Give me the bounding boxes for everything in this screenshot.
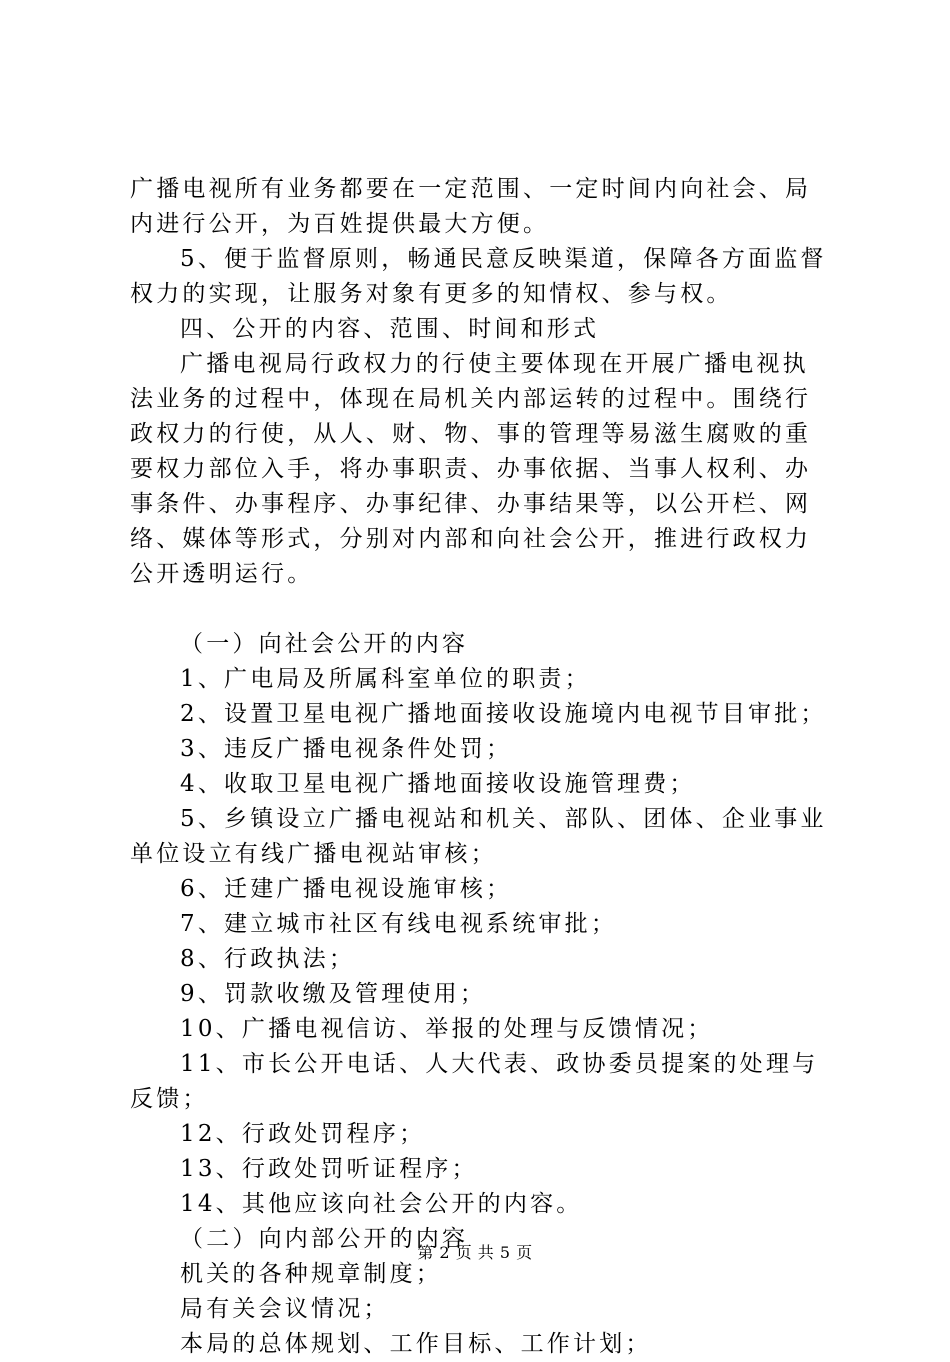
paragraph-section-4-intro: 广播电视局行政权力的行使主要体现在开展广播电视执法业务的过程中，体现在局机关内部运转的过程中。围绕行政权力的行使，从人、财、物、事的管理等易滋生腐败的重要权力部位入手，将办事职责、办事依据、当事人权利、办事条件、办事程序、办事纪律、办事结果等，以公开栏、网络、媒体等形式，分别对内部和向社会公开，推进行政权力公开透明运行。 [130, 351, 812, 587]
list-item: 13、行政处罚听证程序； [180, 1156, 478, 1182]
list-item: 9、罚款收缴及管理使用； [180, 981, 487, 1007]
list-item: 5、乡镇设立广播电视站和机关、部队、团体、企业事业单位设立有线广播电视站审核； [130, 806, 827, 867]
subsection-heading-1: （一）向社会公开的内容 [180, 631, 469, 657]
list-item: 机关的各种规章制度； [180, 1261, 442, 1287]
document-body [130, 172, 830, 1362]
list-item: 4、收取卫星电视广播地面接收设施管理费； [180, 771, 696, 797]
list-item: 7、建立城市社区有线电视系统审批； [180, 911, 618, 937]
list-item: 8、行政执法； [180, 946, 356, 972]
list-item: 2、设置卫星电视广播地面接收设施境内电视节目审批； [180, 701, 827, 727]
list-item: 10、广播电视信访、举报的处理与反馈情况； [180, 1016, 714, 1042]
page-number-label: 第 2 页 共 5 页 [417, 1243, 533, 1262]
paragraph-principle-5: 5、便于监督原则，畅通民意反映渠道，保障各方面监督权力的实现，让服务对象有更多的知情权、参与权。 [130, 246, 827, 307]
subsection-heading-2: （二）向内部公开的内容 [180, 1226, 469, 1252]
section-heading-4: 四、公开的内容、范围、时间和形式 [180, 316, 600, 342]
list-item: 14、其他应该向社会公开的内容。 [180, 1191, 583, 1217]
list-item: 1、广电局及所属科室单位的职责； [180, 666, 591, 692]
list-item: 11、市长公开电话、人大代表、政协委员提案的处理与反馈； [130, 1051, 819, 1112]
list-item: 局有关会议情况； [180, 1296, 390, 1322]
list-item: 3、违反广播电视条件处罚； [180, 736, 513, 762]
paragraph-continuation: 广播电视所有业务都要在一定范围、一定时间内向社会、局内进行公开，为百姓提供最大方便。 [130, 176, 812, 237]
list-item: 12、行政处罚程序； [180, 1121, 426, 1147]
page-footer [0, 1243, 950, 1263]
list-item: 本局的总体规划、工作目标、工作计划； [180, 1331, 652, 1357]
list-item: 6、迁建广播电视设施审核； [180, 876, 513, 902]
